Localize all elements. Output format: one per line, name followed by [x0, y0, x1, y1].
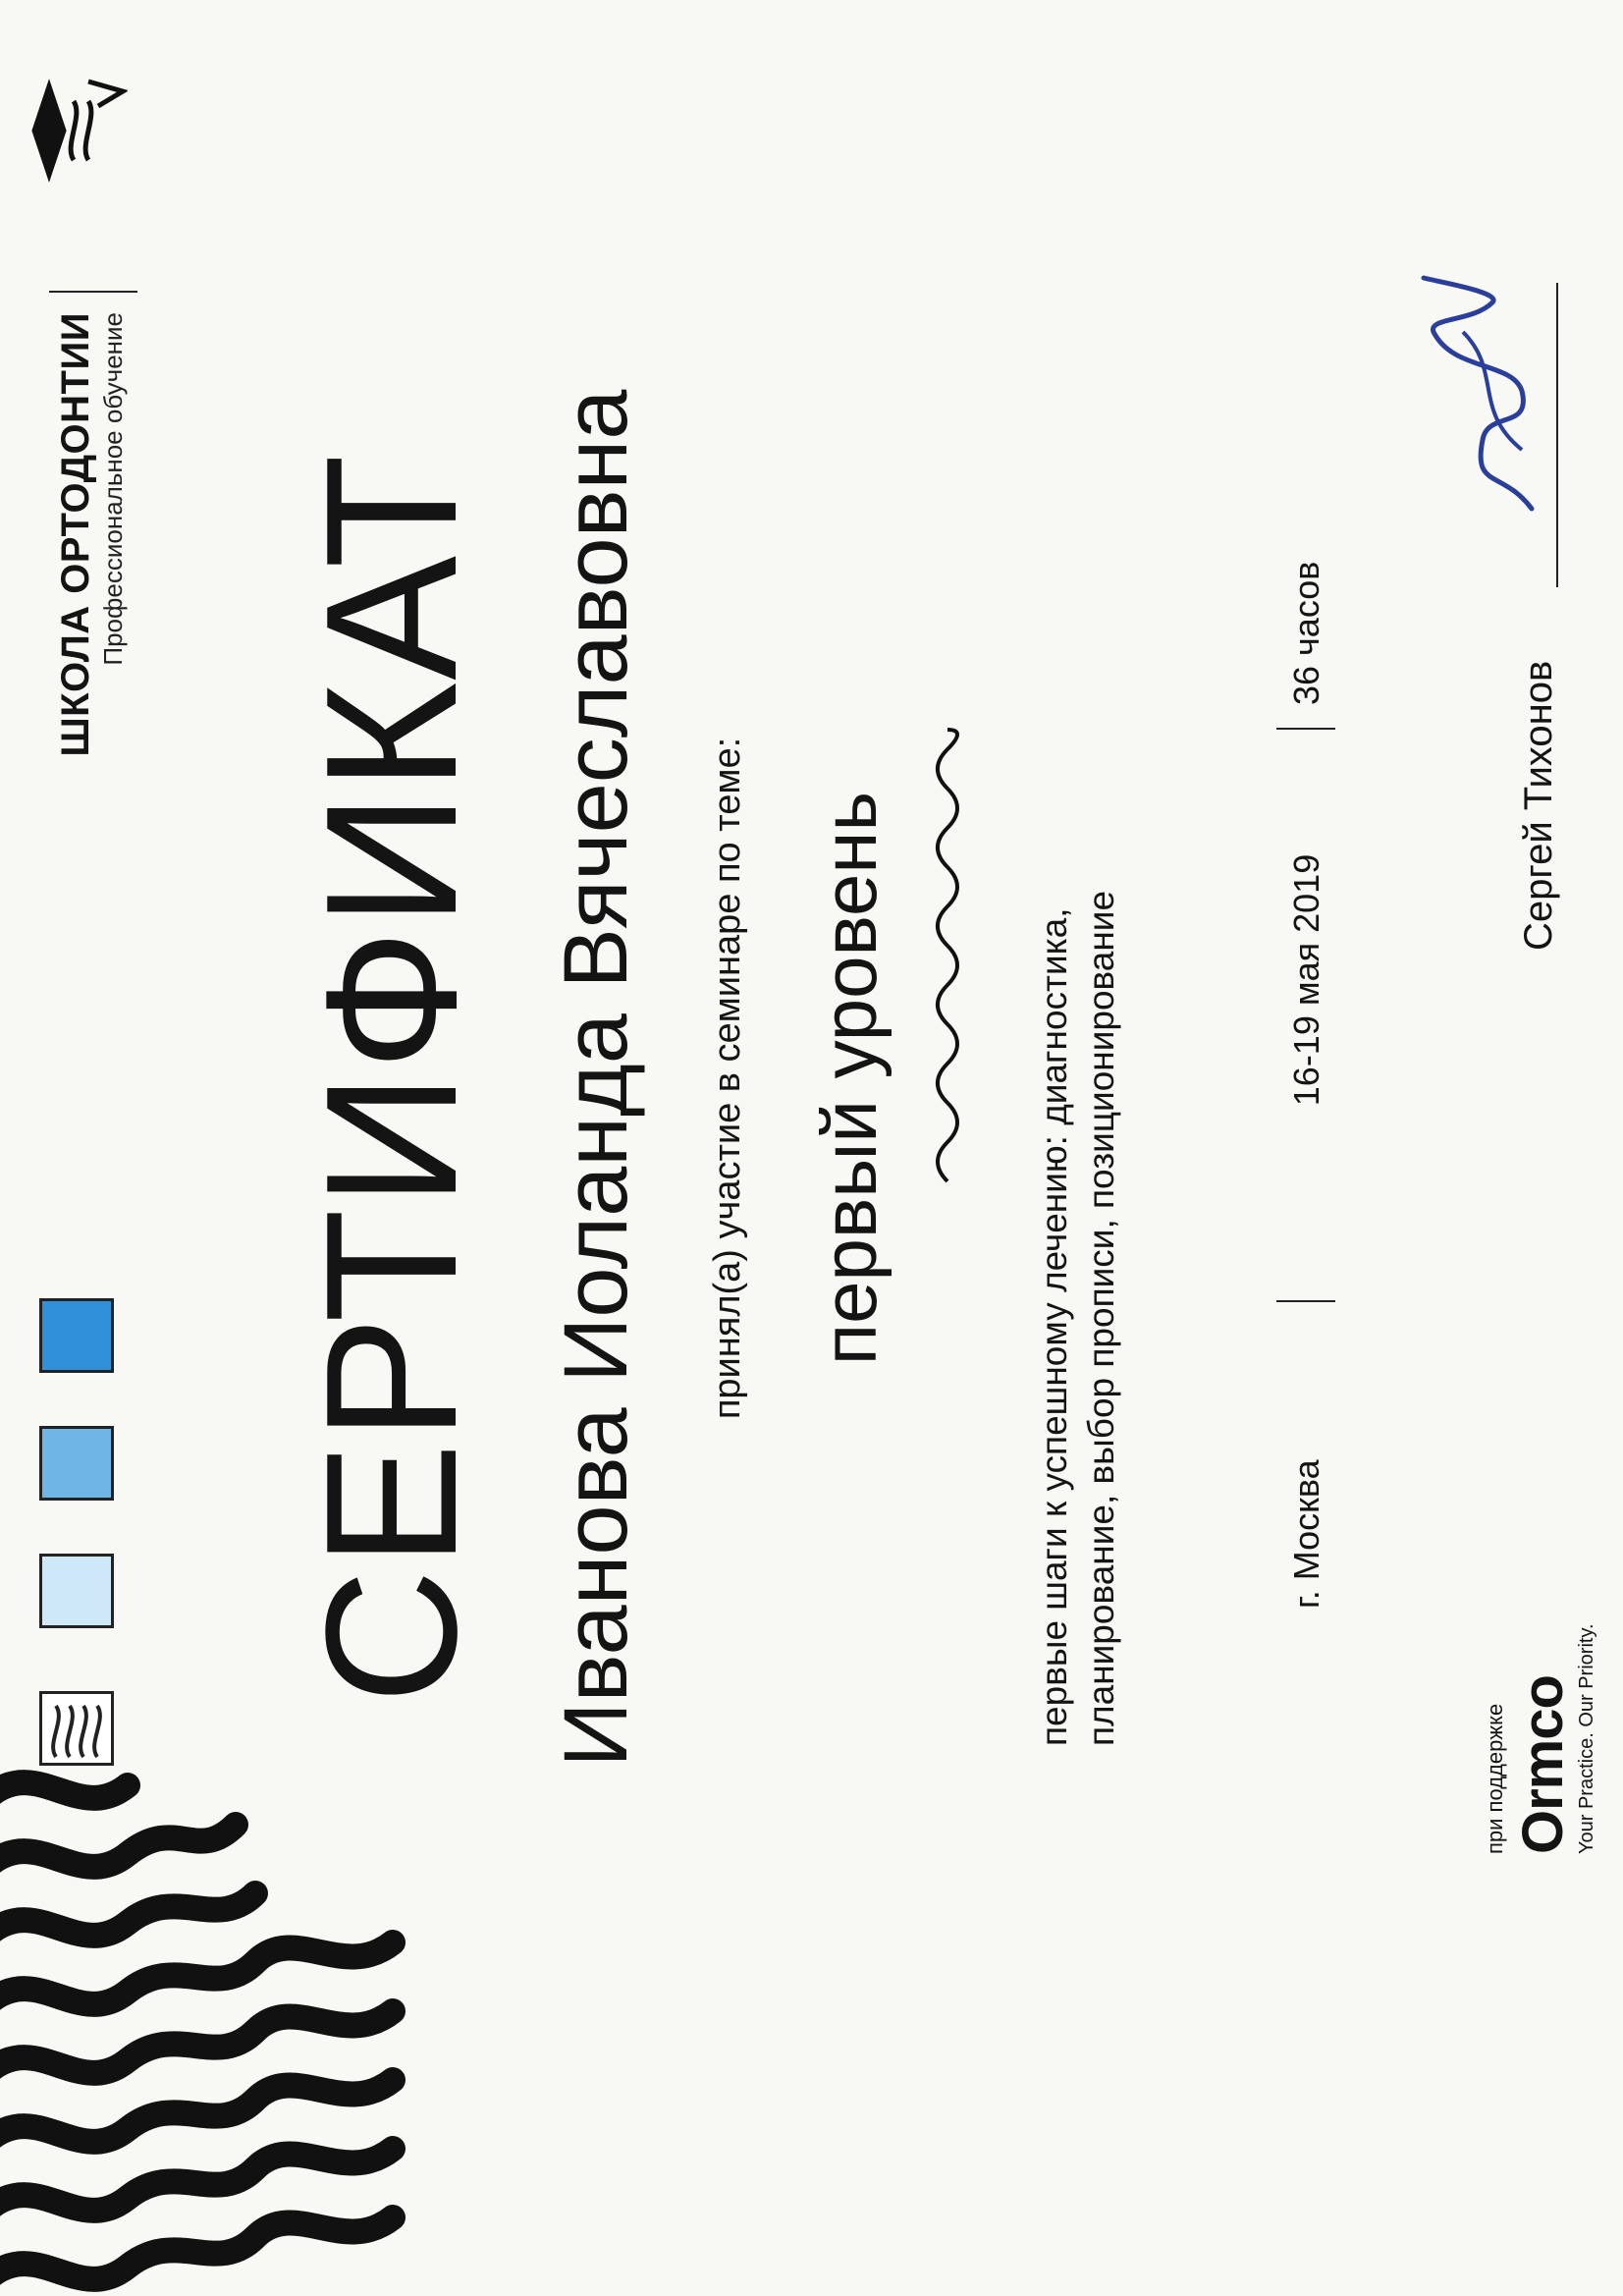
description-line-2: планирование, выбор прописи, позиционирование: [1081, 890, 1122, 1746]
sponsor-tagline: Your Practice. Our Priority.: [1576, 1623, 1597, 1854]
seminar-description: [1031, 568, 1125, 1746]
description-line-1: первые шаги к успешному лечению: диагностика,: [1034, 907, 1074, 1746]
seminar-dates: 16-19 мая 2019: [1286, 853, 1326, 1107]
seminar-hours: 36 часов: [1286, 561, 1326, 705]
info-separator: [1276, 1300, 1335, 1302]
certificate-title: СЕРТИФИКАТ: [288, 452, 496, 1705]
topic-underline-wave: [923, 725, 972, 1186]
color-swatch-dark: [39, 1298, 114, 1373]
pattern-swatch: [39, 1691, 114, 1766]
ormco-logo: Ormco: [1511, 1675, 1575, 1854]
city: г. Москва: [1286, 1459, 1326, 1609]
header-divider: [49, 291, 137, 293]
info-separator: [1276, 728, 1335, 730]
signer-name: Сергей Тихонов: [1517, 660, 1560, 951]
participation-text: принял(а) участие в семинаре по теме:: [707, 737, 748, 1420]
seminar-topic: первый уровень: [806, 791, 893, 1366]
school-title: ШКОЛА ОРТОДОНТИИ: [54, 312, 97, 757]
color-swatch-medium: [39, 1426, 114, 1501]
handwritten-signature: [1414, 273, 1561, 528]
sponsor-label: при поддержке: [1483, 1703, 1507, 1854]
wave-cap-logo-icon: [29, 77, 128, 185]
recipient-name: Иванова Иоланда Вячеславовна: [546, 389, 646, 1768]
school-subtitle: Профессиональное обучение: [98, 312, 128, 666]
color-swatch-light: [39, 1554, 114, 1628]
